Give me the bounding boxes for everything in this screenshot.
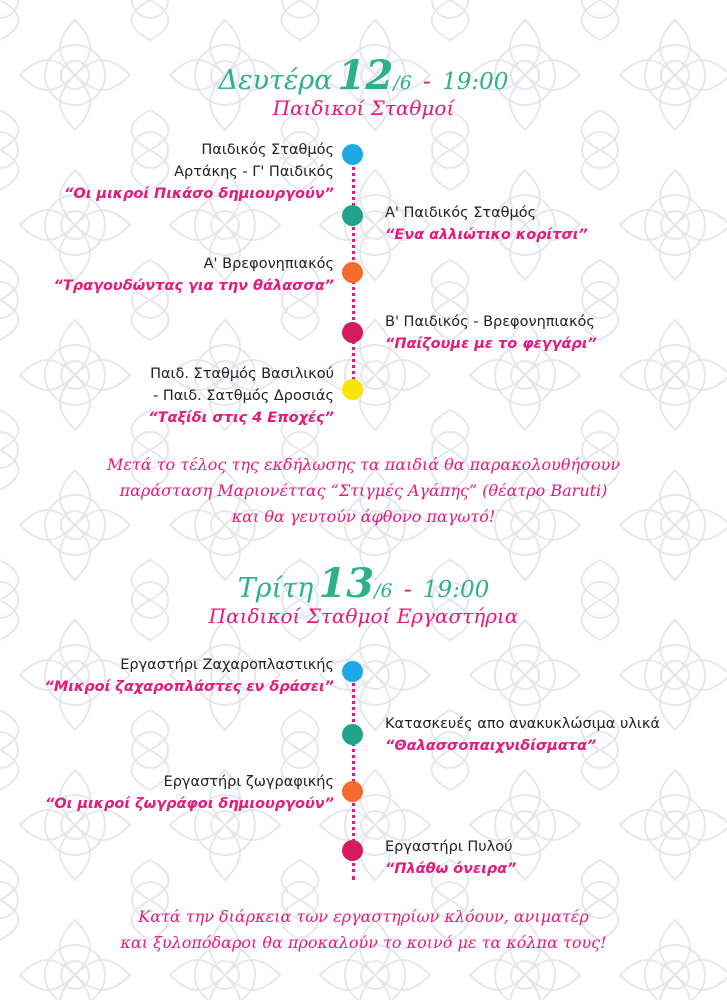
day1-note bbox=[0, 452, 727, 530]
day2-event-2 bbox=[385, 713, 660, 757]
day1-heading bbox=[0, 52, 727, 99]
day1-time: 19:00 bbox=[442, 69, 509, 95]
day1-event-4 bbox=[385, 311, 597, 355]
event-venue: Εργαστήρι Πυλού bbox=[385, 839, 513, 855]
event-venue: Α' Παιδικός Σταθμός bbox=[385, 205, 537, 221]
timeline-dot-blue bbox=[342, 144, 363, 165]
event-venue: Α' Βρεφονηπιακός bbox=[203, 256, 334, 272]
day2-month: /6 bbox=[374, 580, 393, 602]
event-venue-line2: - Παιδ. Σατθμός Δροσιάς bbox=[153, 388, 334, 404]
event-venue: Παιδ. Σταθμός Βασιλικού bbox=[150, 366, 334, 382]
timeline-dot-teal bbox=[342, 724, 363, 745]
event-venue: Β' Παιδικός - Βρεφονηπιακός bbox=[385, 314, 595, 330]
event-title: “Θαλασσοπαιχνιδίσματα” bbox=[385, 738, 597, 754]
day2-event-1 bbox=[45, 654, 334, 698]
note-line: και θα γευτούν άφθονο παγωτό! bbox=[231, 507, 496, 526]
event-title: “Ταξίδι στις 4 Εποχές” bbox=[148, 410, 334, 426]
day2-day-number: 13 bbox=[318, 560, 375, 607]
timeline-dot-orange bbox=[342, 781, 363, 802]
event-title: “Μικροί ζαχαροπλάστες εν δράσει” bbox=[44, 679, 334, 695]
event-title: “Ενα αλλιώτικο κορίτσι” bbox=[385, 227, 588, 243]
day1-weekday: Δευτέρα bbox=[218, 65, 333, 96]
timeline-dot-magenta bbox=[342, 840, 363, 861]
day2-note bbox=[0, 904, 727, 956]
event-venue-line2: Αρτάκης - Γ' Παιδικός bbox=[174, 164, 334, 180]
note-line: και ξυλοπόδαροι θα προκαλούν το κοινό με τα κόλπα τους! bbox=[120, 933, 607, 952]
day2-event-3 bbox=[45, 771, 334, 815]
day2-time: 19:00 bbox=[422, 577, 490, 603]
day1-dash: - bbox=[422, 67, 431, 95]
note-line: Μετά το τέλος της εκδήλωσης τα παιδιά θα παρακολουθήσουν bbox=[106, 455, 621, 474]
timeline-dot-teal bbox=[342, 205, 363, 226]
event-title: “Οι μικροί Πικάσο δημιουργούν” bbox=[64, 186, 334, 202]
event-title: “Τραγουδώντας για την θάλασσα” bbox=[53, 278, 334, 294]
day1-month: /6 bbox=[393, 72, 412, 94]
event-title: “Οι μικροί ζωγράφοι δημιουργούν” bbox=[45, 796, 334, 812]
timeline-dot-orange bbox=[342, 262, 363, 283]
event-venue: Παιδικός Σταθμός bbox=[201, 142, 334, 158]
note-line: παράσταση Μαριονέττας “Στιγμές Αγάπης” (θέατρο Baruti) bbox=[119, 481, 608, 500]
timeline-dot-yellow bbox=[342, 379, 363, 400]
day1-event-5 bbox=[148, 363, 334, 429]
day2-dash: - bbox=[403, 575, 412, 603]
day1-event-3 bbox=[54, 253, 334, 297]
day2-subtitle: Παιδικοί Σταθμοί Εργαστήρια bbox=[208, 604, 519, 628]
event-venue: Εργαστήρι ζωγραφικής bbox=[163, 774, 334, 790]
event-venue: Κατασκευές απο ανακυκλώσιμα υλικά bbox=[385, 716, 660, 732]
day1-day-number: 12 bbox=[337, 52, 394, 99]
timeline-dot-blue bbox=[342, 661, 363, 682]
note-line: Κατά την διάρκεια των εργαστηρίων κλόουν, ανιματέρ bbox=[138, 907, 589, 926]
event-title: “Παίζουμε με το φεγγάρι” bbox=[385, 336, 597, 352]
day2-heading bbox=[0, 560, 727, 607]
day1-event-2 bbox=[385, 202, 588, 246]
event-venue: Εργαστήρι Ζαχαροπλαστικής bbox=[120, 657, 334, 673]
timeline-dot-magenta bbox=[342, 322, 363, 343]
day2-weekday: Τρίτη bbox=[237, 573, 314, 604]
day2-event-4 bbox=[385, 836, 516, 880]
day1-event-1 bbox=[64, 139, 334, 205]
day1-subtitle: Παιδικοί Σταθμοί bbox=[272, 96, 455, 120]
event-title: “Πλάθω όνειρα” bbox=[385, 861, 517, 877]
